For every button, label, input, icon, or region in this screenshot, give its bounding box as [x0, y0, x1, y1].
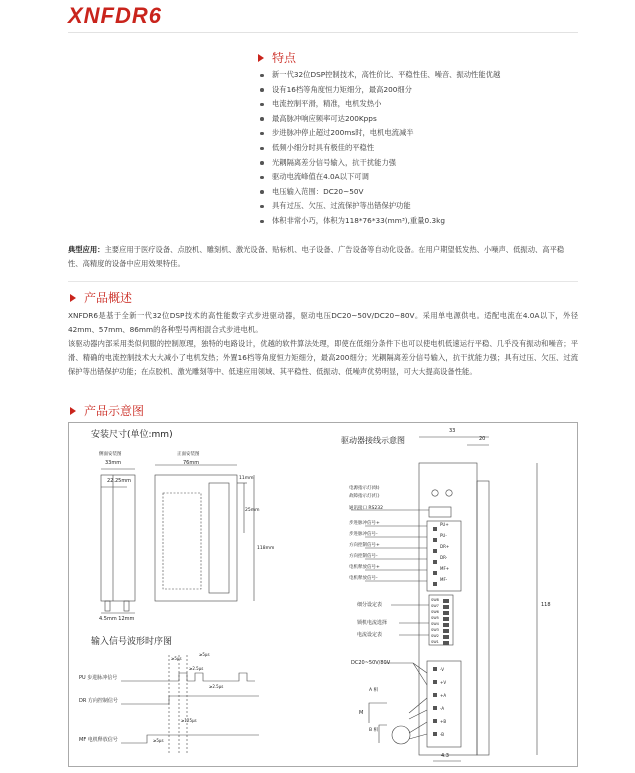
wiring-title: 驱动器接线示意图: [341, 436, 405, 445]
motor-pin: +A: [440, 693, 447, 698]
pu-waveform: [121, 673, 255, 681]
dimensions-title: 安装尺寸(单位:mm): [91, 430, 173, 440]
features-heading: [258, 49, 296, 66]
application-label: 典型应用：: [68, 245, 105, 254]
front-width-label: 76mm: [183, 460, 200, 466]
feature-item: 低频小细分时具有极佳的平稳性: [258, 141, 500, 156]
side-inner-label: 22.25mm: [107, 478, 132, 484]
application-text: 主要应用于医疗设备、点胶机、雕刻机、激光设备、贴标机、电子设备、广告设备等自动化设备。在用户期望低发热、小噪声、低振动、高平稳性、高精度的设备中应用效果特佳。: [68, 245, 565, 269]
wiring-dim-43: 4.3: [441, 753, 449, 759]
overview-paragraph: 该驱动器内部采用类似伺服的控制原理，独特的电路设计，优越的软件算法处理，即使在低细分条件下也可以使电机低速运行平稳、几乎没有振动和噪音；平滑、精确的电流控制技术大大减小了电机发热；外置16档等角度恒力矩细分，最高200细分；光耦隔离差分信号输入，抗干扰能力强；具有过压、欠压、过流保护等出错保护功能；在点胶机、激光雕刻等中、低速应用领域、其平稳性、低振动、低噪声优势明显，可大大提高设备性能。: [68, 339, 578, 376]
front-view-label: 正面安装图: [177, 452, 200, 457]
terminal-pin: DR-: [440, 555, 448, 560]
power-input-label: DC20~50V/80V: [351, 660, 391, 666]
feature-list: [258, 68, 500, 229]
front-view-body: [155, 475, 237, 601]
switch-group-label: 锁机电流选择: [357, 620, 388, 626]
switch-group-label: 细分设定表: [357, 602, 383, 608]
overview-body: [68, 309, 578, 379]
wiring-dim-20: 20: [479, 436, 486, 442]
signal-label: 方向控制信号+: [349, 543, 380, 548]
dim-118-label: 118mm: [257, 546, 275, 551]
switch-label: SW5: [431, 616, 439, 620]
mf-waveform: [121, 735, 259, 743]
signal-label: 电机释放信号+: [349, 565, 380, 570]
rs232-port: [429, 507, 451, 517]
typical-application: [68, 243, 578, 271]
timing-note: ≥5μs: [171, 656, 182, 661]
switch-label: SW2: [431, 634, 439, 638]
terminal-pin: MF-: [440, 577, 448, 582]
feature-item: 新一代32位DSP控制技术，高性价比、平稳性佳、噪音、振动性能优越: [258, 68, 500, 83]
terminal-pin: MF+: [440, 566, 450, 571]
dr-signal-label: DR 方向控制信号: [79, 698, 118, 704]
motor-pin: +B: [440, 719, 447, 724]
terminal-pin: DR+: [440, 544, 450, 549]
diagram-heading: [70, 402, 144, 419]
power-led-icon: [432, 490, 438, 496]
timing-note: ≥2.5μs: [209, 684, 224, 689]
motor-pin: -B: [440, 732, 445, 737]
product-diagram-panel: [68, 422, 578, 767]
phase-a-label: A 相: [369, 688, 379, 693]
switch-label: SW6: [431, 610, 439, 614]
phase-b-label: B 相: [369, 728, 379, 733]
overview-heading: [70, 289, 132, 306]
switch-label: SW3: [431, 628, 439, 632]
terminal-pin: PU-: [440, 533, 447, 538]
fault-led-icon: [446, 490, 452, 496]
overview-title: 产品概述: [84, 291, 133, 305]
diagram-section-title: 产品示意图: [84, 404, 145, 418]
feature-item: 光耦隔离差分信号输入，抗干扰能力强: [258, 156, 500, 171]
dim-11-label: 11mm: [239, 476, 254, 481]
brand-logo: XNFDR6: [68, 3, 163, 28]
wiring-dim-118: 118: [541, 602, 551, 608]
side-view-body: [101, 475, 135, 601]
feature-item: 最高脉冲响应频率可达200Kpps: [258, 112, 500, 127]
triangle-bullet-icon: [258, 54, 264, 62]
switch-label: SW1: [431, 640, 439, 644]
signal-label: 步进脉冲信号+: [349, 521, 380, 526]
switch-label: SW4: [431, 622, 439, 626]
timing-note: ≥2.5μs: [189, 666, 204, 671]
feature-item: 电流控制平滑，精准，电机发热小: [258, 97, 500, 112]
header-divider: [68, 32, 578, 33]
triangle-bullet-icon: [70, 407, 76, 415]
side-view-label: 侧面安装图: [99, 452, 122, 457]
rs232-label: 通讯接口 RS232: [349, 506, 384, 511]
timing-note: ≥125μs: [181, 718, 197, 723]
feature-item: 具有过压、欠压、过流保护等出错保护功能: [258, 199, 500, 214]
signal-label: 电机释放信号-: [349, 576, 378, 581]
diagram-drawing: [69, 423, 577, 766]
side-width-label: 33mm: [105, 460, 122, 466]
features-title: 特点: [272, 51, 297, 65]
switch-group-label: 电流设定表: [357, 632, 383, 638]
timing-title: 输入信号波形时序图: [91, 637, 173, 647]
motor-label: M: [359, 710, 364, 716]
dr-waveform: [121, 696, 259, 704]
feature-item: 电压输入范围：DC20~50V: [258, 185, 500, 200]
motor-pin: -A: [440, 706, 445, 711]
feature-item: 驱动电流峰值在4.0A以下可调: [258, 170, 500, 185]
timing-note: ≥5μs: [153, 738, 164, 743]
triangle-bullet-icon: [70, 294, 76, 302]
feature-item: 体积非常小巧，体积为118*76*33(mm³),重量0.3kg: [258, 214, 500, 229]
mf-signal-label: MF 电机释放信号: [79, 737, 118, 743]
timing-note: ≥5μs: [199, 652, 210, 657]
switch-label: SW8: [431, 598, 439, 602]
section-divider: [68, 281, 578, 282]
power-pin: -V: [440, 667, 444, 672]
feature-item: 步进脉冲停止超过200ms时，电机电流减半: [258, 126, 500, 141]
power-pin: +V: [440, 680, 447, 685]
dim-25-label: 25mm: [245, 508, 260, 513]
power-led-label: 电源指示灯(绿): [349, 486, 380, 491]
signal-label: 方向控制信号-: [349, 554, 378, 559]
motor-icon: [392, 726, 410, 744]
pu-signal-label: PU 步进脉冲信号: [79, 675, 118, 681]
dim-bottom-label: 4.5mm 12mm: [99, 616, 135, 622]
overview-paragraph: XNFDR6是基于全新一代32位DSP技术的高性能数字式步进驱动器，驱动电压DC20~50V/DC20~80V。采用单电源供电。适配电流在4.0A以下，外径42mm、57mm、86mm的各种型号两相混合式步进电机。: [68, 311, 578, 334]
signal-label: 步进脉冲信号-: [349, 532, 378, 537]
terminal-pin: PU+: [440, 522, 449, 527]
wiring-dim-33: 33: [449, 428, 456, 434]
fault-led-label: 故障指示灯(红): [349, 494, 380, 499]
switch-label: SW7: [431, 604, 439, 608]
feature-item: 设有16档等角度恒力矩细分，最高200细分: [258, 83, 500, 98]
